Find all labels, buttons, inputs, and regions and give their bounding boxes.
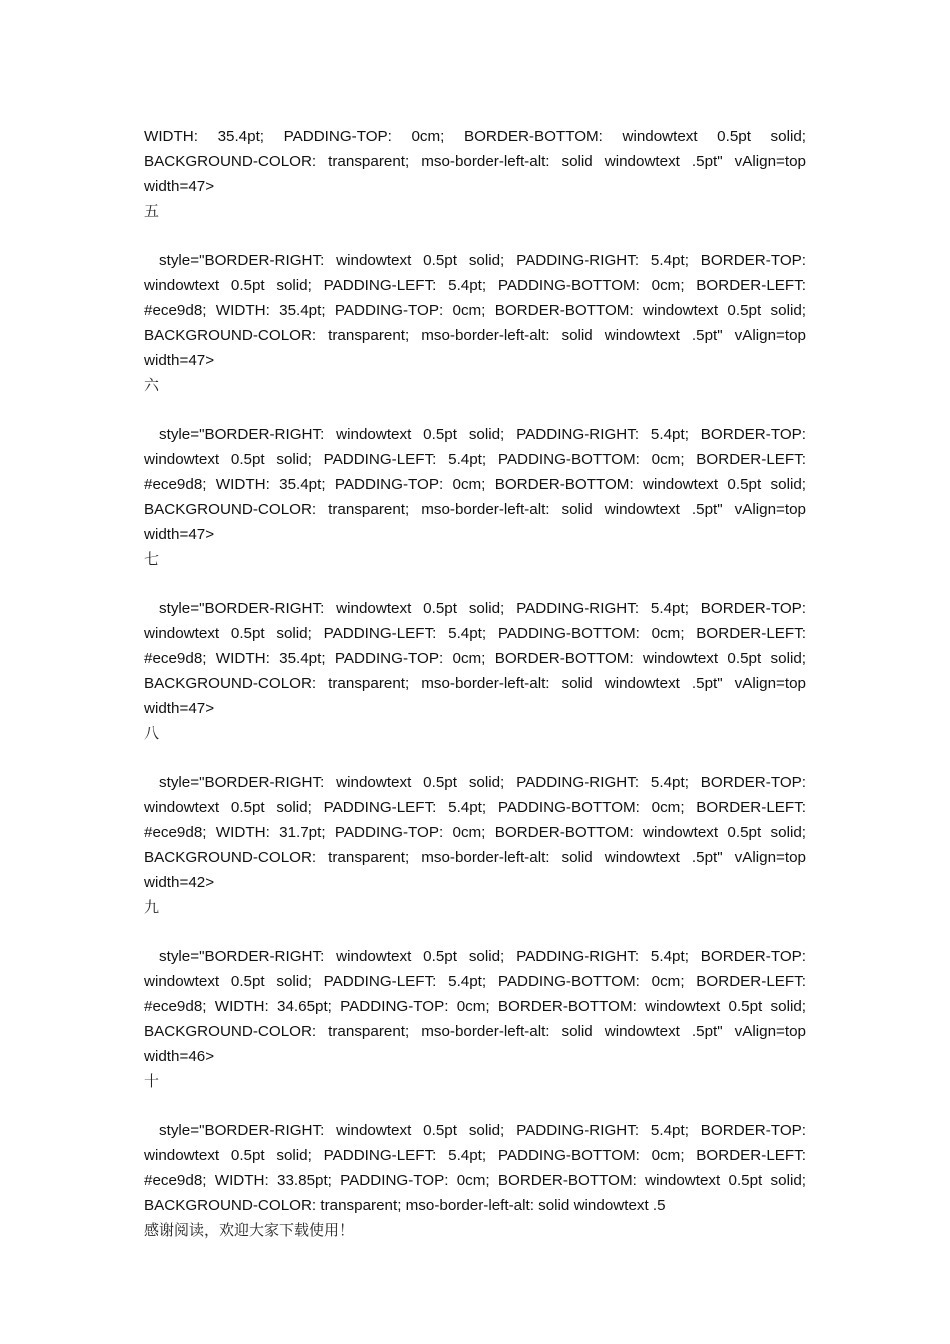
document-block [144, 770, 806, 920]
chinese-numeral: 六 [144, 376, 160, 394]
chinese-numeral: 五 [144, 202, 160, 220]
style-paragraph: style="BORDER-RIGHT: windowtext 0.5pt solid; PADDING-RIGHT: 5.4pt; BORDER-TOP: windowtext 0.5pt solid; PADDING-LEFT: 5.4pt; PADDING-BOTTOM: 0cm; BORDER-LEFT: #ece9d8; WIDTH: 35.4pt; PADDING-TOP: 0cm; BORDER-BOTTOM: windowtext 0.5pt solid; BACKGROUND-COLOR: transparent; mso-border-left-alt: solid windowtext .5pt" vAlign=top width=47> [144, 252, 806, 369]
style-paragraph: style="BORDER-RIGHT: windowtext 0.5pt solid; PADDING-RIGHT: 5.4pt; BORDER-TOP: windowtext 0.5pt solid; PADDING-LEFT: 5.4pt; PADDING-BOTTOM: 0cm; BORDER-LEFT: #ece9d8; WIDTH: 34.65pt; PADDING-TOP: 0cm; BORDER-BOTTOM: windowtext 0.5pt solid; BACKGROUND-COLOR: transparent; mso-border-left-alt: solid windowtext .5pt" vAlign=top width=46> [144, 948, 806, 1065]
closing-message: 感谢阅读，欢迎大家下载使用！ [144, 1221, 355, 1239]
style-paragraph: style="BORDER-RIGHT: windowtext 0.5pt solid; PADDING-RIGHT: 5.4pt; BORDER-TOP: windowtext 0.5pt solid; PADDING-LEFT: 5.4pt; PADDING-BOTTOM: 0cm; BORDER-LEFT: #ece9d8; WIDTH: 33.85pt; PADDING-TOP: 0cm; BORDER-BOTTOM: windowtext 0.5pt solid; BACKGROUND-COLOR: transparent; mso-border-left-alt: solid windowtext .5 [144, 1122, 806, 1214]
chinese-numeral: 九 [144, 898, 160, 916]
document-block [144, 248, 806, 398]
style-paragraph: style="BORDER-RIGHT: windowtext 0.5pt solid; PADDING-RIGHT: 5.4pt; BORDER-TOP: windowtext 0.5pt solid; PADDING-LEFT: 5.4pt; PADDING-BOTTOM: 0cm; BORDER-LEFT: #ece9d8; WIDTH: 35.4pt; PADDING-TOP: 0cm; BORDER-BOTTOM: windowtext 0.5pt solid; BACKGROUND-COLOR: transparent; mso-border-left-alt: solid windowtext .5pt" vAlign=top width=47> [144, 426, 806, 543]
document-block [144, 422, 806, 572]
document-block [144, 944, 806, 1094]
document-block [144, 1118, 806, 1243]
chinese-numeral: 十 [144, 1072, 160, 1090]
style-paragraph: WIDTH: 35.4pt; PADDING-TOP: 0cm; BORDER-BOTTOM: windowtext 0.5pt solid; BACKGROUND-COLOR: transparent; mso-border-left-alt: solid windowtext .5pt" vAlign=top width=47> [144, 128, 806, 195]
style-paragraph: style="BORDER-RIGHT: windowtext 0.5pt solid; PADDING-RIGHT: 5.4pt; BORDER-TOP: windowtext 0.5pt solid; PADDING-LEFT: 5.4pt; PADDING-BOTTOM: 0cm; BORDER-LEFT: #ece9d8; WIDTH: 35.4pt; PADDING-TOP: 0cm; BORDER-BOTTOM: windowtext 0.5pt solid; BACKGROUND-COLOR: transparent; mso-border-left-alt: solid windowtext .5pt" vAlign=top width=47> [144, 600, 806, 717]
style-paragraph: style="BORDER-RIGHT: windowtext 0.5pt solid; PADDING-RIGHT: 5.4pt; BORDER-TOP: windowtext 0.5pt solid; PADDING-LEFT: 5.4pt; PADDING-BOTTOM: 0cm; BORDER-LEFT: #ece9d8; WIDTH: 31.7pt; PADDING-TOP: 0cm; BORDER-BOTTOM: windowtext 0.5pt solid; BACKGROUND-COLOR: transparent; mso-border-left-alt: solid windowtext .5pt" vAlign=top width=42> [144, 774, 806, 891]
document-block [144, 596, 806, 746]
chinese-numeral: 七 [144, 550, 160, 568]
document-page [144, 124, 806, 1243]
chinese-numeral: 八 [144, 724, 160, 742]
document-block [144, 124, 806, 224]
